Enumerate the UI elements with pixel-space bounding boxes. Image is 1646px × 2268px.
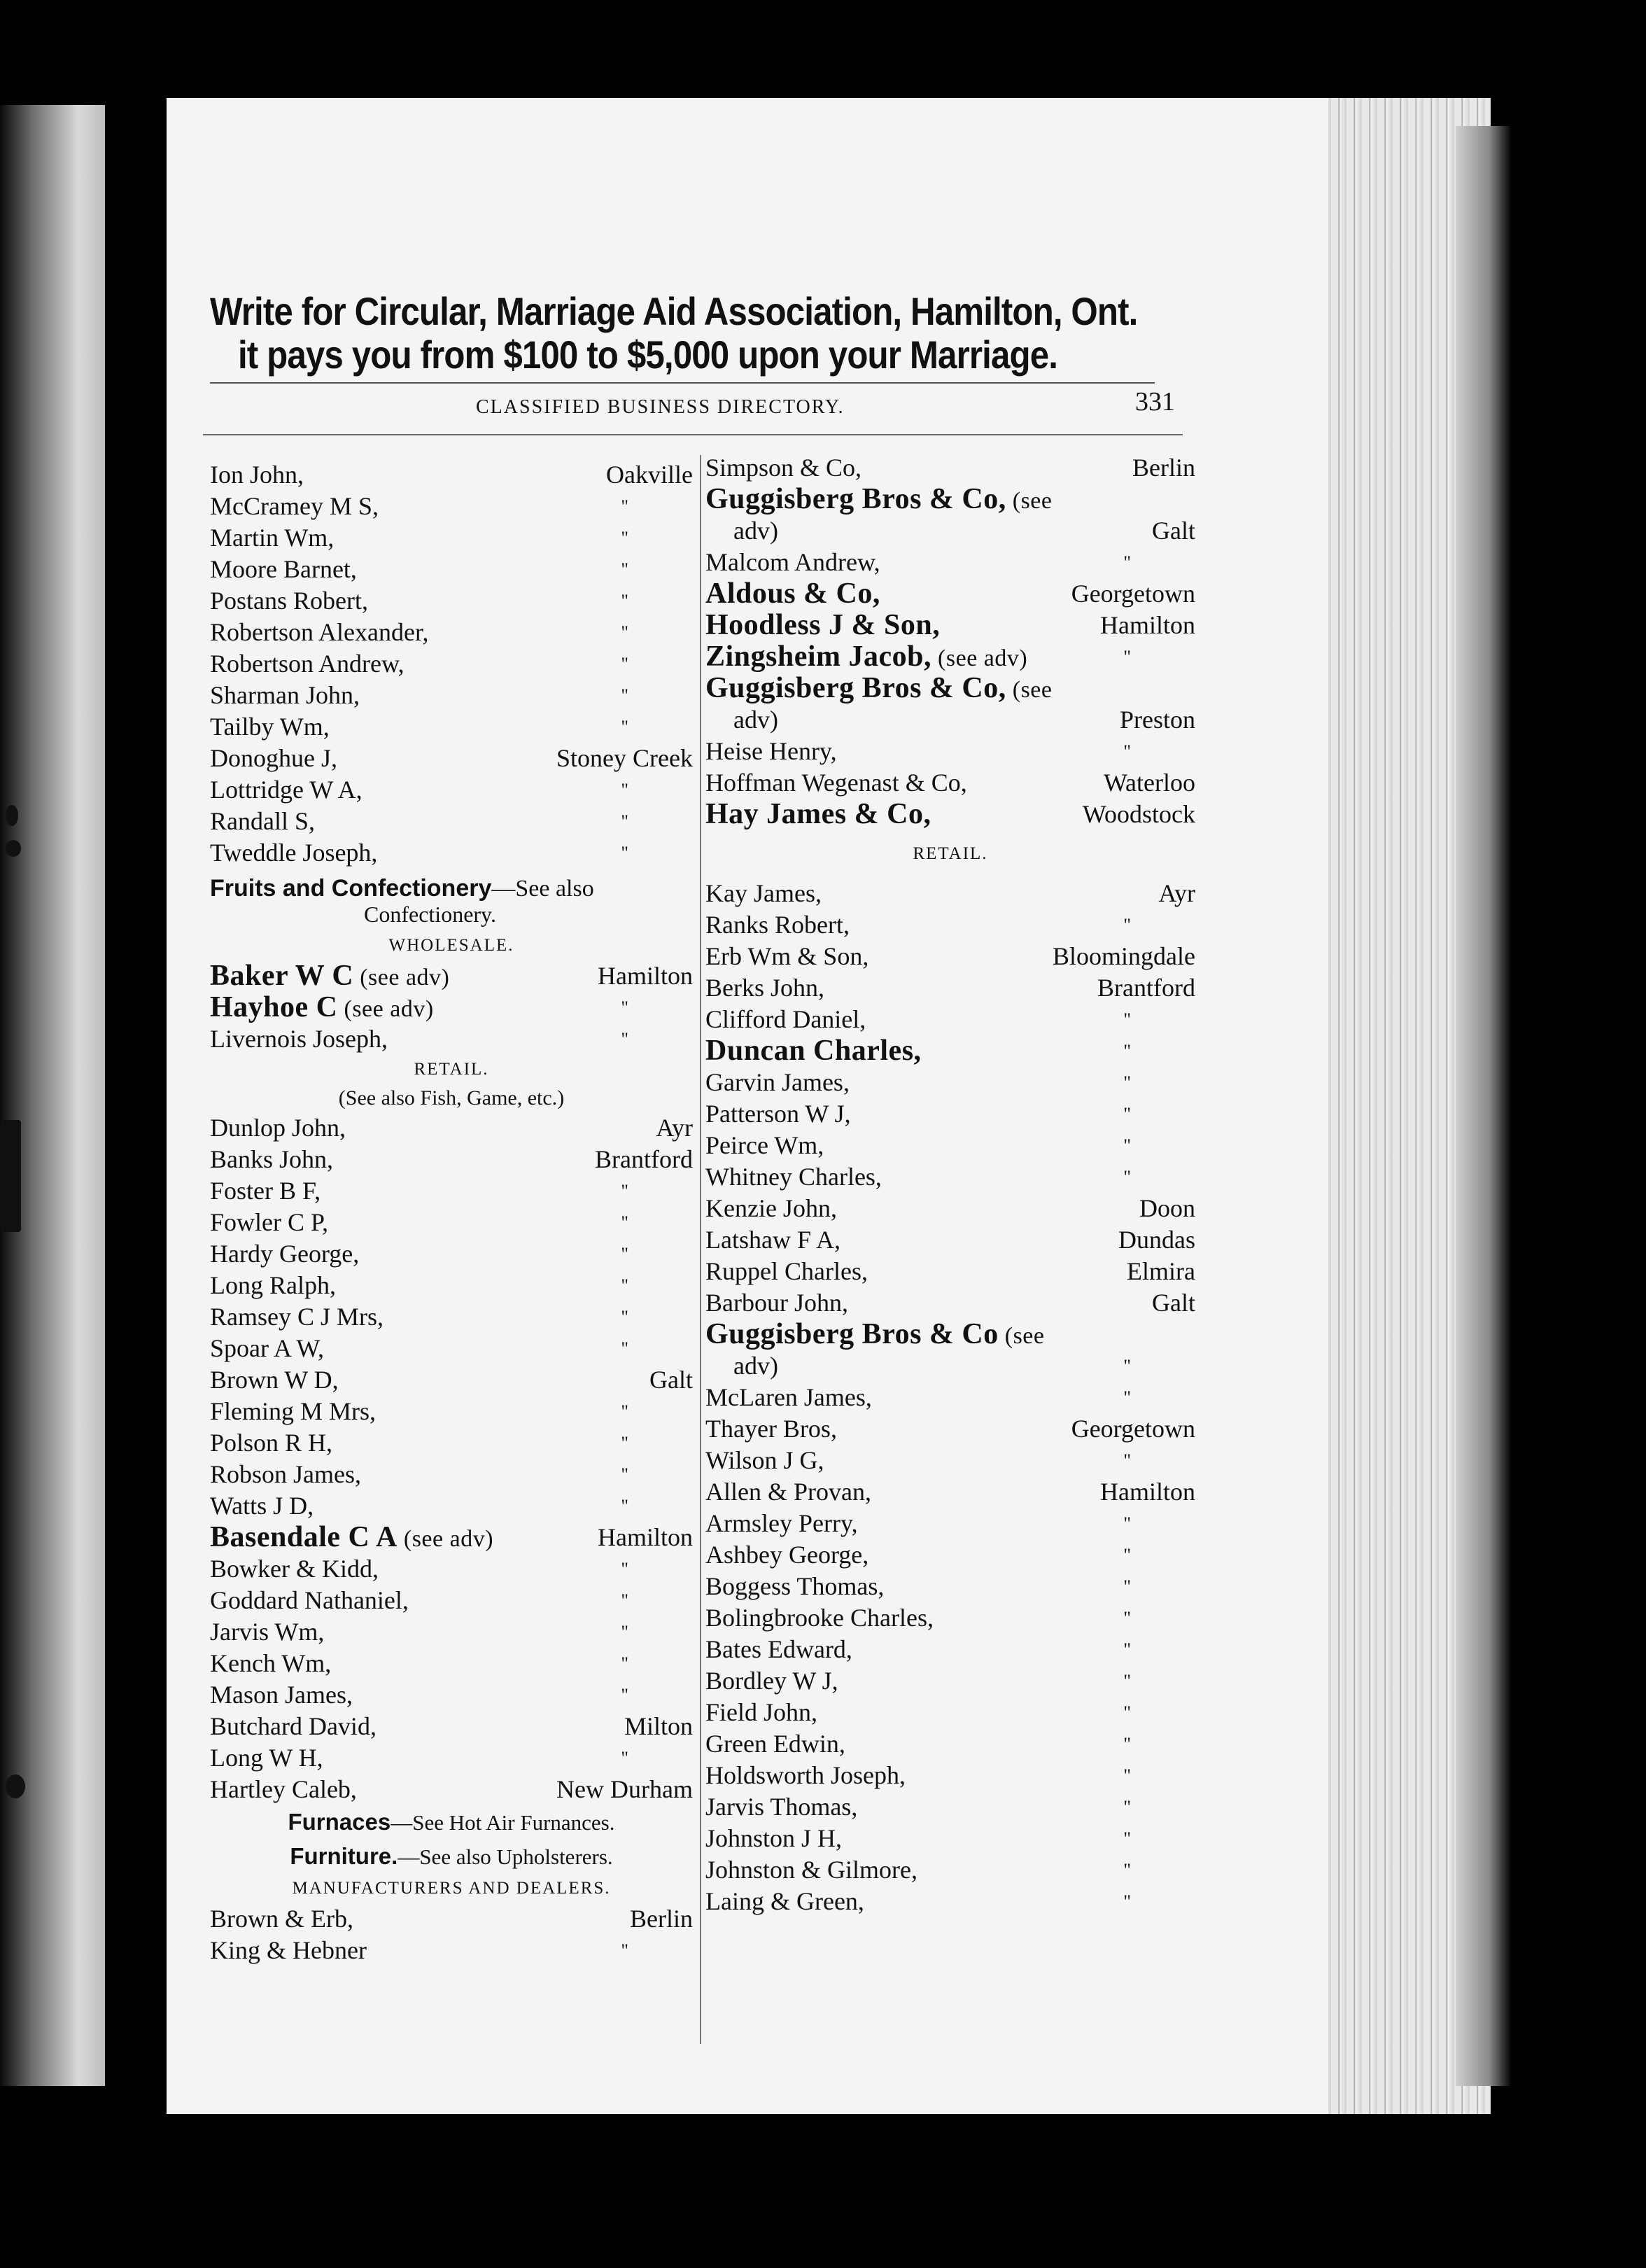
- directory-entry: [705, 1130, 1195, 1161]
- entry-name: Bates Edward,: [705, 1635, 852, 1663]
- entry-place: New Durham: [556, 1775, 693, 1803]
- entry-name: Field John,: [705, 1698, 818, 1726]
- category-heading: [210, 1805, 693, 1840]
- directory-entry: [210, 960, 693, 992]
- entry-name: Berks John,: [705, 974, 824, 1002]
- ditto-mark: ": [1123, 1387, 1131, 1408]
- directory-entry: [210, 648, 693, 680]
- entry-note: adv): [733, 706, 778, 734]
- directory-entry: [705, 1571, 1195, 1602]
- ditto-mark: ": [1123, 1513, 1131, 1534]
- entry-place: Berlin: [630, 1905, 693, 1933]
- entry-name: Allen & Provan,: [705, 1478, 871, 1506]
- directory-entry: [210, 1270, 693, 1301]
- category-note: Confectionery.: [364, 902, 496, 927]
- entry-name: Lottridge W A,: [210, 776, 363, 804]
- ditto-mark: ": [1123, 1356, 1131, 1376]
- directory-entry: [705, 1665, 1195, 1697]
- entry-continuation: [705, 515, 1195, 547]
- category-heading: [210, 1840, 693, 1874]
- ditto-mark: ": [621, 1212, 628, 1233]
- ditto-mark: ": [1123, 1702, 1131, 1723]
- entry-place: Georgetown: [1071, 580, 1195, 608]
- right-column: [705, 452, 1195, 1917]
- directory-entry: [210, 711, 693, 743]
- ditto-mark: ": [1123, 1576, 1131, 1597]
- directory-entry: [705, 1382, 1195, 1413]
- entry-name: Bordley W J,: [705, 1667, 838, 1695]
- directory-entry: [705, 909, 1195, 941]
- category-note: —See also Upholsterers.: [398, 1844, 613, 1869]
- directory-entry: [705, 1697, 1195, 1728]
- entry-name: Tweddle Joseph,: [210, 839, 378, 867]
- ditto-mark: ": [1123, 1450, 1131, 1471]
- entry-name: Peirce Wm,: [705, 1131, 824, 1159]
- entry-name: Martin Wm,: [210, 524, 335, 552]
- entry-place: Galt: [649, 1366, 693, 1394]
- entry-note: adv): [733, 1352, 778, 1380]
- directory-entry: [210, 522, 693, 554]
- left-column: [210, 459, 693, 1966]
- category-name: Furnaces: [288, 1809, 391, 1835]
- entry-name: Clifford Daniel,: [705, 1005, 866, 1033]
- entry-name: Hartley Caleb,: [210, 1775, 357, 1803]
- entry-name: Basendale C A (see adv): [210, 1521, 494, 1553]
- entry-name: Ramsey C J Mrs,: [210, 1303, 384, 1331]
- directory-entry: [705, 1602, 1195, 1634]
- entry-name: Duncan Charles,: [705, 1035, 922, 1067]
- ditto-mark: ": [621, 1401, 628, 1422]
- ditto-mark: ": [621, 654, 628, 674]
- entry-name: King & Hebner: [210, 1936, 367, 1964]
- entry-name: Guggisberg Bros & Co, (see: [705, 483, 1053, 515]
- entry-name: Watts J D,: [210, 1492, 314, 1520]
- category-note: —See also: [491, 876, 594, 902]
- directory-entry: [705, 736, 1195, 767]
- directory-entry: [210, 1490, 693, 1522]
- entry-name: Hay James & Co,: [705, 798, 931, 830]
- ditto-mark: ": [1123, 1608, 1131, 1628]
- ditto-mark: ": [1123, 1860, 1131, 1880]
- ditto-mark: ": [621, 1307, 628, 1327]
- directory-entry: [705, 1854, 1195, 1886]
- ditto-mark: ": [621, 780, 628, 800]
- directory-entry: [210, 1522, 693, 1553]
- entry-place: Stoney Creek: [556, 744, 693, 772]
- directory-entry: [705, 1508, 1195, 1539]
- ditto-mark: ": [621, 1940, 628, 1961]
- ditto-mark: ": [621, 1590, 628, 1611]
- directory-entry: [705, 641, 1195, 673]
- directory-entry: [210, 617, 693, 648]
- ditto-mark: ": [621, 1464, 628, 1485]
- entry-name: Johnston & Gilmore,: [705, 1856, 917, 1884]
- entry-name: Hardy George,: [210, 1240, 360, 1268]
- entry-place: Brantford: [1097, 974, 1195, 1002]
- directory-entry: [705, 1004, 1195, 1035]
- directory-entry: [705, 972, 1195, 1004]
- directory-entry: [210, 1742, 693, 1774]
- directory-entry: [705, 1791, 1195, 1823]
- entry-name: Holdsworth Joseph,: [705, 1761, 906, 1789]
- entry-name: Whitney Charles,: [705, 1163, 882, 1191]
- entry-continuation: [705, 1350, 1195, 1382]
- directory-entry: [210, 1175, 693, 1207]
- directory-entry: [210, 1679, 693, 1711]
- entry-continuation: [705, 704, 1195, 736]
- ditto-mark: ": [1123, 1765, 1131, 1786]
- entry-name: Hoffman Wegenast & Co,: [705, 769, 967, 797]
- ditto-mark: ": [621, 1653, 628, 1674]
- entry-place: Dundas: [1118, 1226, 1195, 1254]
- ink-mark: [6, 805, 18, 826]
- directory-entry: [705, 1098, 1195, 1130]
- ditto-mark: ": [621, 1275, 628, 1296]
- directory-entry: [705, 610, 1195, 641]
- entry-name: Johnston J H,: [705, 1824, 843, 1852]
- directory-entry: [210, 1301, 693, 1333]
- entry-name: Hayhoe C (see adv): [210, 991, 434, 1023]
- entry-note: (see: [1006, 677, 1053, 703]
- entry-place: Oakville: [606, 461, 693, 489]
- ditto-mark: ": [621, 1181, 628, 1201]
- directory-entry: [705, 484, 1195, 515]
- ink-mark: [6, 840, 21, 857]
- directory-entry: [705, 799, 1195, 830]
- entry-name: McLaren James,: [705, 1383, 872, 1411]
- retail-note: (See also Fish, Game, etc.): [338, 1086, 565, 1110]
- entry-name: Postans Robert,: [210, 587, 369, 615]
- entry-name: Jarvis Wm,: [210, 1618, 325, 1646]
- entry-name: Barbour John,: [705, 1289, 848, 1317]
- subheading-manufacturers: MANUFACTURERS AND DEALERS.: [292, 1879, 611, 1898]
- category-heading: [210, 869, 693, 931]
- directory-entry: [705, 1193, 1195, 1224]
- advertisement-rule: [210, 382, 1155, 384]
- entry-name: Patterson W J,: [705, 1100, 851, 1128]
- entry-name: Malcom Andrew,: [705, 548, 880, 576]
- advertisement-line-1: Write for Circular, Marriage Aid Association, Hamilton, Ont.: [210, 289, 1138, 333]
- ditto-mark: ": [1123, 741, 1131, 762]
- directory-entry: [705, 1319, 1195, 1350]
- directory-entry: [705, 578, 1195, 610]
- ditto-mark: ": [1123, 1104, 1131, 1124]
- entry-name: Jarvis Thomas,: [705, 1793, 858, 1821]
- ditto-mark: ": [621, 528, 628, 548]
- entry-name: Baker W C (see adv): [210, 960, 450, 992]
- ditto-mark: ": [1123, 1545, 1131, 1565]
- directory-entry: [210, 1144, 693, 1175]
- entry-place: Preston: [1120, 706, 1195, 734]
- entry-place: Hamilton: [598, 962, 693, 990]
- entry-place: Hamilton: [1100, 1478, 1195, 1506]
- directory-entry: [705, 452, 1195, 484]
- ditto-mark: ": [1123, 647, 1131, 667]
- entry-name: Dunlop John,: [210, 1114, 346, 1142]
- running-head: CLASSIFIED BUSINESS DIRECTORY.: [476, 396, 845, 418]
- directory-entry: [210, 992, 693, 1023]
- entry-name: Bolingbrooke Charles,: [705, 1604, 934, 1632]
- entry-name: Boggess Thomas,: [705, 1572, 885, 1600]
- directory-entry: [210, 1364, 693, 1396]
- entry-name: Garvin James,: [705, 1068, 850, 1096]
- advertisement-line-2: it pays you from $100 to $5,000 upon your Marriage.: [238, 332, 1058, 377]
- ditto-mark: ": [1123, 915, 1131, 935]
- entry-place: Doon: [1139, 1194, 1195, 1222]
- directory-entry: [210, 1112, 693, 1144]
- ditto-mark: ": [1123, 1828, 1131, 1849]
- entry-name: Ashbey George,: [705, 1541, 869, 1569]
- entry-note: (see: [998, 1323, 1045, 1349]
- ditto-mark: ": [621, 1559, 628, 1579]
- directory-entry: [705, 1445, 1195, 1476]
- entry-name: Ranks Robert,: [705, 911, 850, 939]
- ditto-mark: ": [1123, 1135, 1131, 1156]
- directory-entry: [210, 1711, 693, 1742]
- directory-entry: [705, 1067, 1195, 1098]
- directory-entry: [705, 878, 1195, 909]
- entry-name: Banks John,: [210, 1145, 334, 1173]
- entry-name: Robertson Alexander,: [210, 618, 429, 646]
- entry-name: Long Ralph,: [210, 1271, 336, 1299]
- adjacent-page-edge: [0, 105, 105, 2086]
- entry-name: Butchard David,: [210, 1712, 377, 1740]
- ditto-mark: ": [621, 1622, 628, 1642]
- ditto-mark: ": [1123, 1891, 1131, 1912]
- entry-place: Bloomingdale: [1053, 942, 1195, 970]
- entry-place: Hamilton: [598, 1523, 693, 1551]
- entry-place: Hamilton: [1100, 611, 1195, 639]
- entry-name: Brown & Erb,: [210, 1905, 353, 1933]
- directory-entry: [705, 673, 1195, 704]
- directory-entry: [210, 743, 693, 774]
- directory-entry: [210, 1207, 693, 1238]
- entry-name: Armsley Perry,: [705, 1509, 858, 1537]
- entry-place: Galt: [1152, 1289, 1195, 1317]
- entry-place: Ayr: [656, 1114, 693, 1142]
- ditto-mark: ": [621, 496, 628, 517]
- directory-entry: [210, 1238, 693, 1270]
- ditto-mark: ": [621, 811, 628, 832]
- entry-name: Robson James,: [210, 1460, 361, 1488]
- directory-entry: [705, 1539, 1195, 1571]
- ditto-mark: ": [621, 591, 628, 611]
- directory-entry: [210, 1648, 693, 1679]
- ditto-mark: ": [621, 717, 628, 737]
- entry-name: Livernois Joseph,: [210, 1025, 388, 1053]
- entry-name: Heise Henry,: [705, 737, 837, 765]
- entry-place: Georgetown: [1071, 1415, 1195, 1443]
- entry-name: Ruppel Charles,: [705, 1257, 868, 1285]
- category-note: —See Hot Air Furnances.: [391, 1810, 615, 1835]
- directory-entry: [705, 1224, 1195, 1256]
- entry-place: Elmira: [1127, 1257, 1195, 1285]
- ditto-mark: ": [1123, 1671, 1131, 1691]
- ditto-mark: ": [621, 559, 628, 580]
- directory-entry: [210, 837, 693, 869]
- ditto-mark: ": [1123, 1797, 1131, 1817]
- directory-entry: [705, 1476, 1195, 1508]
- entry-name: McCramey M S,: [210, 492, 379, 520]
- entry-place: Ayr: [1158, 879, 1195, 907]
- ditto-mark: ": [621, 1685, 628, 1705]
- ditto-mark: ": [1123, 552, 1131, 573]
- directory-entry: [210, 806, 693, 837]
- page-number: 331: [1135, 387, 1175, 416]
- entry-name: Fleming M Mrs,: [210, 1397, 377, 1425]
- ditto-mark: ": [1123, 1009, 1131, 1030]
- directory-entry: [210, 554, 693, 585]
- entry-note: (see adv): [397, 1526, 494, 1552]
- subheading-retail: RETAIL.: [913, 844, 988, 863]
- entry-note: (see adv): [337, 996, 434, 1022]
- ditto-mark: ": [621, 997, 628, 1018]
- entry-place: Waterloo: [1103, 769, 1195, 797]
- ditto-mark: ": [1123, 1072, 1131, 1093]
- entry-note: adv): [733, 517, 778, 545]
- category-name: Fruits and Confectionery: [210, 875, 492, 902]
- ditto-mark: ": [1123, 1639, 1131, 1660]
- entry-name: Sharman John,: [210, 681, 360, 709]
- directory-entry: [210, 774, 693, 806]
- directory-entry: [210, 1023, 693, 1055]
- entry-place: Milton: [624, 1712, 693, 1740]
- ditto-mark: ": [621, 1433, 628, 1453]
- entry-name: Spoar A W,: [210, 1334, 325, 1362]
- ditto-mark: ": [621, 685, 628, 706]
- directory-entry: [705, 1161, 1195, 1193]
- ditto-mark: ": [1123, 1734, 1131, 1754]
- ditto-mark: ": [621, 1496, 628, 1516]
- directory-entry: [210, 459, 693, 491]
- entry-note: (see: [1006, 488, 1053, 514]
- entry-name: Zingsheim Jacob, (see adv): [705, 640, 1028, 673]
- directory-entry: [705, 767, 1195, 799]
- entry-name: Hoodless J & Son,: [705, 609, 941, 641]
- directory-entry: [210, 1459, 693, 1490]
- entry-place: Galt: [1152, 517, 1195, 545]
- ditto-mark: ": [621, 1244, 628, 1264]
- entry-name: Ion John,: [210, 461, 304, 489]
- directory-entry: [210, 1935, 693, 1966]
- entry-name: Long W H,: [210, 1744, 323, 1772]
- entry-name: Guggisberg Bros & Co, (see: [705, 672, 1053, 704]
- entry-note: (see adv): [353, 965, 450, 990]
- ditto-mark: ": [1123, 1041, 1131, 1061]
- directory-entry: [210, 1616, 693, 1648]
- entry-name: Aldous & Co,: [705, 578, 880, 610]
- directory-entry: [705, 1634, 1195, 1665]
- entry-name: Goddard Nathaniel,: [210, 1586, 409, 1614]
- directory-entry: [705, 941, 1195, 972]
- entry-note: (see adv): [931, 645, 1028, 671]
- entry-name: Latshaw F A,: [705, 1226, 840, 1254]
- category-name: Furniture.: [290, 1843, 398, 1869]
- directory-entry: [210, 1427, 693, 1459]
- entry-name: Kay James,: [705, 879, 822, 907]
- entry-name: Thayer Bros,: [705, 1415, 837, 1443]
- entry-name: Mason James,: [210, 1681, 353, 1709]
- entry-name: Foster B F,: [210, 1177, 321, 1205]
- entry-name: Bowker & Kidd,: [210, 1555, 379, 1583]
- entry-place: Berlin: [1132, 454, 1195, 482]
- entry-name: Green Edwin,: [705, 1730, 845, 1758]
- entry-name: Polson R H,: [210, 1429, 333, 1457]
- column-divider: [700, 455, 701, 2044]
- directory-entry: [210, 1903, 693, 1935]
- ditto-mark: ": [621, 1338, 628, 1359]
- ditto-mark: ": [1123, 1167, 1131, 1187]
- entry-name: Fowler C P,: [210, 1208, 329, 1236]
- entry-place: Brantford: [595, 1145, 693, 1173]
- directory-entry: [210, 1396, 693, 1427]
- page-stack-shadow: [1456, 126, 1512, 2086]
- entry-name: Robertson Andrew,: [210, 650, 405, 678]
- entry-name: Kench Wm,: [210, 1649, 332, 1677]
- directory-entry: [210, 585, 693, 617]
- ink-mark: [6, 1774, 25, 1798]
- subheading-wholesale: WHOLESALE.: [388, 936, 514, 955]
- entry-name: Guggisberg Bros & Co (see: [705, 1318, 1045, 1350]
- directory-entry: [705, 1886, 1195, 1917]
- directory-entry: [705, 547, 1195, 578]
- directory-entry: [210, 1774, 693, 1805]
- directory-entry: [705, 1760, 1195, 1791]
- entry-name: Donoghue J,: [210, 744, 337, 772]
- entry-name: Wilson J G,: [705, 1446, 824, 1474]
- directory-entry: [210, 1553, 693, 1585]
- directory-entry: [705, 1035, 1195, 1067]
- directory-entry: [705, 1256, 1195, 1287]
- directory-entry: [705, 1728, 1195, 1760]
- directory-entry: [210, 1333, 693, 1364]
- subheading-retail: RETAIL.: [414, 1060, 489, 1079]
- directory-entry: [210, 680, 693, 711]
- ditto-mark: ": [621, 622, 628, 643]
- entry-name: Erb Wm & Son,: [705, 942, 869, 970]
- directory-entry: [210, 1585, 693, 1616]
- entry-name: Kenzie John,: [705, 1194, 837, 1222]
- entry-name: Moore Barnet,: [210, 555, 357, 583]
- ditto-mark: ": [621, 1748, 628, 1768]
- entry-name: Brown W D,: [210, 1366, 339, 1394]
- entry-name: Tailby Wm,: [210, 713, 330, 741]
- entry-place: Woodstock: [1082, 800, 1195, 828]
- directory-entry: [705, 1413, 1195, 1445]
- entry-name: Laing & Green,: [705, 1887, 864, 1915]
- ink-mark: [0, 1120, 21, 1232]
- directory-entry: [705, 1287, 1195, 1319]
- entry-name: Simpson & Co,: [705, 454, 862, 482]
- directory-entry: [705, 1823, 1195, 1854]
- ditto-mark: ": [621, 843, 628, 863]
- entry-name: Randall S,: [210, 807, 315, 835]
- directory-entry: [210, 491, 693, 522]
- header-rule: [203, 434, 1183, 435]
- ditto-mark: ": [621, 1029, 628, 1049]
